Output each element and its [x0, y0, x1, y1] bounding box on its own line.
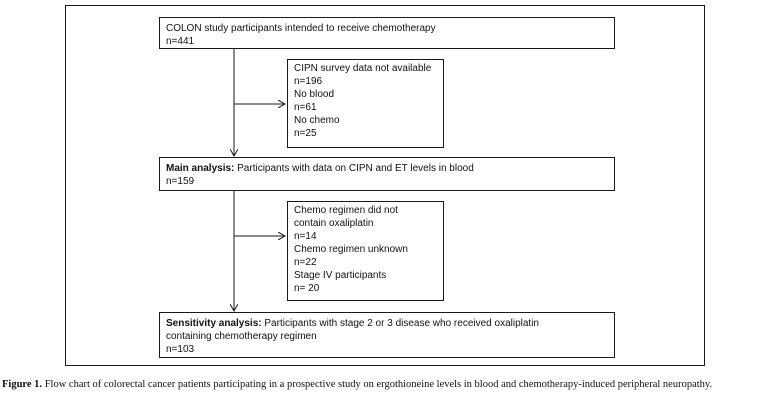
- sensitivity-text: Participants with stage 2 or 3 disease who received oxaliplatin: [261, 318, 539, 329]
- box-excluded-second: [287, 201, 444, 301]
- excluded1-line: No blood: [294, 89, 335, 100]
- intended-count: n=441: [166, 36, 195, 47]
- excluded2-line: Chemo regimen did not: [294, 205, 398, 216]
- excluded1-line: CIPN survey data not available: [294, 63, 432, 74]
- caption-text: Flow chart of colorectal cancer patients participating in a prospective study on ergothioneine levels in blood and chemotherapy-induced peripheral neuropathy.: [42, 379, 713, 390]
- sensitivity-count: n=103: [166, 344, 195, 355]
- figure-caption: [2, 379, 774, 391]
- main-analysis-text: Participants with data on CIPN and ET levels in blood: [234, 163, 474, 174]
- excluded1-line: n=61: [294, 102, 317, 113]
- excluded2-line: n=22: [294, 257, 317, 268]
- box-sensitivity-analysis: [159, 312, 615, 358]
- excluded1-line: n=196: [294, 76, 323, 87]
- box-intended-participants: [159, 17, 615, 49]
- caption-label: Figure 1.: [2, 379, 43, 390]
- intended-label: COLON study participants intended to receive chemotherapy: [166, 23, 436, 34]
- excluded2-line: Chemo regimen unknown: [294, 244, 408, 255]
- excluded2-line: n=14: [294, 231, 317, 242]
- sensitivity-heading: Sensitivity analysis:: [166, 318, 262, 329]
- excluded2-line: contain oxaliplatin: [294, 218, 374, 229]
- excluded2-line: Stage IV participants: [294, 270, 387, 281]
- sensitivity-label-line2: containing chemotherapy regimen: [166, 331, 317, 342]
- box-main-analysis: [159, 157, 615, 191]
- main-analysis-label: [166, 162, 608, 175]
- excluded2-line: n= 20: [294, 283, 320, 294]
- excluded1-line: No chemo: [294, 115, 340, 126]
- excluded1-line: n=25: [294, 128, 317, 139]
- sensitivity-label: [166, 317, 608, 330]
- main-analysis-count: n=159: [166, 176, 195, 187]
- main-analysis-heading: Main analysis:: [166, 163, 235, 174]
- box-excluded-first: [287, 59, 444, 148]
